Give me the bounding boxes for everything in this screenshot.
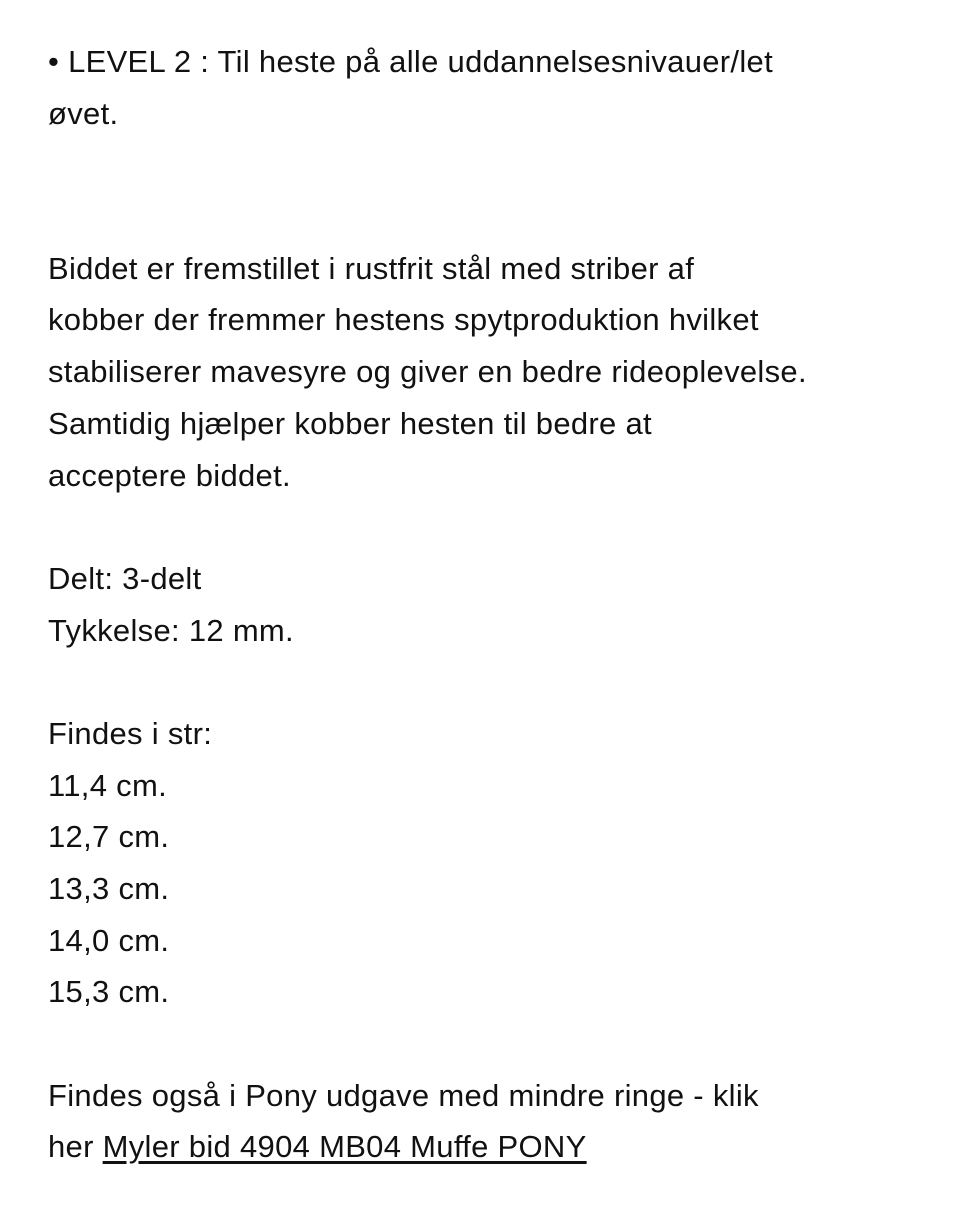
sizes-heading: Findes i str:: [48, 715, 213, 751]
pony-prefix: her: [48, 1129, 103, 1165]
size-item: 12,7 cm.: [48, 819, 170, 855]
description-text: Biddet er fremstillet i rustfrit stål med striber af: [48, 250, 695, 286]
description-text: kobber der fremmer hestens spytproduktion hvilket: [48, 302, 759, 338]
description-text: Samtidig hjælper kobber hesten til bedre at: [48, 405, 652, 441]
size-item: 11,4 cm.: [48, 767, 167, 803]
spec-text: Tykkelse: 12 mm.: [48, 612, 294, 648]
pony-text: Findes også i Pony udgave med mindre ringe - klik: [48, 1077, 759, 1113]
level-text: • LEVEL 2 : Til heste på alle uddannelsesnivauer/let: [48, 44, 773, 79]
description-text: stabiliserer mavesyre og giver en bedre rideoplevelse.: [48, 354, 807, 390]
size-item: 15,3 cm.: [48, 974, 170, 1010]
description-text: acceptere biddet.: [48, 457, 291, 493]
pony-product-link[interactable]: Myler bid 4904 MB04 Muffe PONY: [102, 1129, 587, 1165]
pony-link-line: [48, 1121, 960, 1173]
level-text: øvet.: [48, 95, 119, 131]
size-item: 13,3 cm.: [48, 871, 170, 906]
size-item: 14,0 cm.: [48, 922, 170, 958]
spec-text: Delt: 3-delt: [48, 560, 202, 596]
